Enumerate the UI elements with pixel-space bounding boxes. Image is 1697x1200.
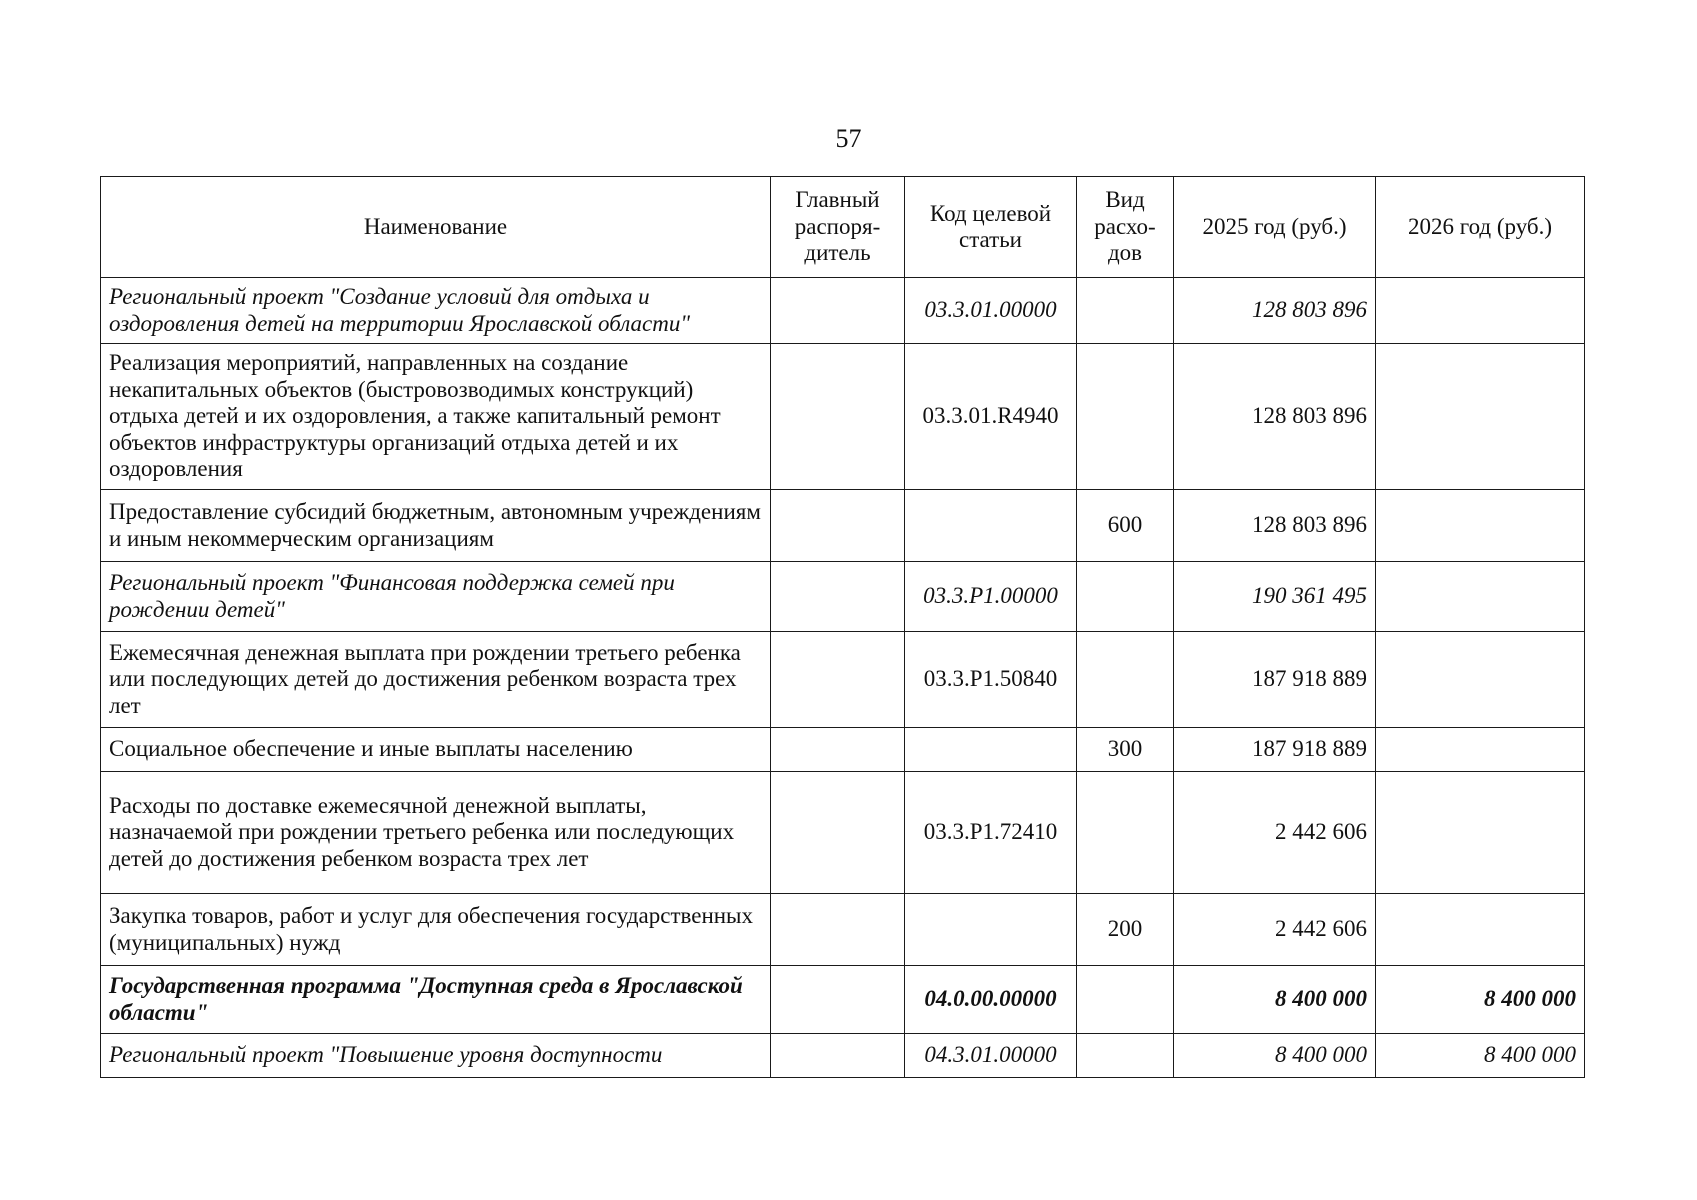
row-2025: 190 361 495 [1174, 562, 1376, 632]
row-2025: 2 442 606 [1174, 894, 1376, 966]
row-vid [1077, 278, 1174, 344]
row-code: 03.3.01.R4940 [905, 344, 1077, 490]
row-vid [1077, 632, 1174, 728]
row-vid [1077, 966, 1174, 1034]
row-2026 [1376, 344, 1585, 490]
row-vid: 300 [1077, 728, 1174, 772]
table-row [101, 1034, 1585, 1078]
table-row [101, 728, 1585, 772]
row-2025: 8 400 000 [1174, 966, 1376, 1034]
row-code: 04.0.00.00000 [905, 966, 1077, 1034]
row-vid [1077, 1034, 1174, 1078]
row-main-manager [771, 966, 905, 1034]
row-2026: 8 400 000 [1376, 966, 1585, 1034]
row-2026: 8 400 000 [1376, 1034, 1585, 1078]
page-number: 57 [835, 124, 862, 153]
row-main-manager [771, 278, 905, 344]
table-row [101, 278, 1585, 344]
header-target-code: Код целевой статьи [905, 177, 1077, 278]
row-vid: 600 [1077, 490, 1174, 562]
row-2025: 187 918 889 [1174, 632, 1376, 728]
row-name: Предоставление субсидий бюджетным, автономным учреждениям и иным некоммерческим организациям [101, 490, 771, 562]
row-vid: 200 [1077, 894, 1174, 966]
header-expense-type: Вид расхо-дов [1077, 177, 1174, 278]
table-row [101, 490, 1585, 562]
row-main-manager [771, 772, 905, 894]
row-2026 [1376, 562, 1585, 632]
row-2025: 187 918 889 [1174, 728, 1376, 772]
row-name: Реализация мероприятий, направленных на создание некапитальных объектов (быстровозводимых конструкций) отдыха детей и их оздоровления, а также капитальный ремонт объектов инфраструктуры организаций отдыха детей и их оздоровления [101, 344, 771, 490]
row-2025: 128 803 896 [1174, 490, 1376, 562]
row-2026 [1376, 278, 1585, 344]
row-name: Региональный проект "Финансовая поддержка семей при рождении детей" [101, 562, 771, 632]
row-name: Региональный проект "Повышение уровня доступности [101, 1034, 771, 1078]
row-code: 03.3.01.00000 [905, 278, 1077, 344]
row-2026 [1376, 894, 1585, 966]
row-main-manager [771, 1034, 905, 1078]
row-code: 03.3.P1.50840 [905, 632, 1077, 728]
row-main-manager [771, 562, 905, 632]
row-2025: 128 803 896 [1174, 344, 1376, 490]
row-name: Государственная программа "Доступная среда в Ярославской области" [101, 966, 771, 1034]
table-row [101, 344, 1585, 490]
row-vid [1077, 562, 1174, 632]
row-code [905, 490, 1077, 562]
row-2026 [1376, 490, 1585, 562]
row-code: 03.3.P1.72410 [905, 772, 1077, 894]
row-2025: 2 442 606 [1174, 772, 1376, 894]
table-row [101, 632, 1585, 728]
row-main-manager [771, 490, 905, 562]
row-code: 03.3.P1.00000 [905, 562, 1077, 632]
table-row [101, 772, 1585, 894]
row-2025: 8 400 000 [1174, 1034, 1376, 1078]
row-code: 04.3.01.00000 [905, 1034, 1077, 1078]
row-name: Региональный проект "Создание условий для отдыха и оздоровления детей на территории Ярославской области" [101, 278, 771, 344]
row-2026 [1376, 772, 1585, 894]
budget-table [100, 176, 1585, 1078]
row-name: Расходы по доставке ежемесячной денежной выплаты, назначаемой при рождении третьего ребенка или последующих детей до достижения ребенком возраста трех лет [101, 772, 771, 894]
row-2025: 128 803 896 [1174, 278, 1376, 344]
row-code [905, 728, 1077, 772]
row-main-manager [771, 894, 905, 966]
row-main-manager [771, 632, 905, 728]
row-code [905, 894, 1077, 966]
row-vid [1077, 344, 1174, 490]
table-row [101, 966, 1585, 1034]
row-vid [1077, 772, 1174, 894]
row-main-manager [771, 728, 905, 772]
header-main-manager: Главный распоря-дитель [771, 177, 905, 278]
row-main-manager [771, 344, 905, 490]
header-year-2025: 2025 год (руб.) [1174, 177, 1376, 278]
table-row [101, 562, 1585, 632]
row-name: Закупка товаров, работ и услуг для обеспечения государственных (муниципальных) нужд [101, 894, 771, 966]
header-year-2026: 2026 год (руб.) [1376, 177, 1585, 278]
row-name: Ежемесячная денежная выплата при рождении третьего ребенка или последующих детей до достижения ребенком возраста трех лет [101, 632, 771, 728]
row-2026 [1376, 728, 1585, 772]
row-2026 [1376, 632, 1585, 728]
row-name: Социальное обеспечение и иные выплаты населению [101, 728, 771, 772]
header-name: Наименование [101, 177, 771, 278]
table-header-row [101, 177, 1585, 278]
table-row [101, 894, 1585, 966]
